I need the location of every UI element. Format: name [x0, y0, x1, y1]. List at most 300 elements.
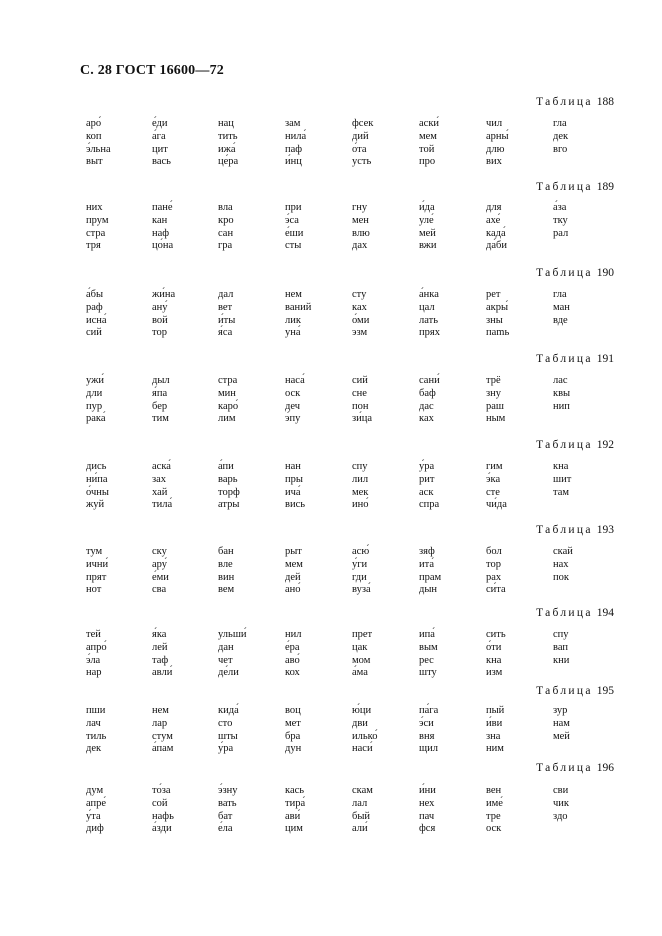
syllable-item: вой [152, 314, 168, 326]
syllable-column [486, 629, 506, 680]
syllable-item: для [486, 202, 502, 213]
syllable-item: дли [86, 387, 103, 399]
syllable-item: це́ра [218, 156, 239, 168]
syllable-item: аск [419, 486, 434, 498]
syllable-item: ваний [285, 301, 312, 313]
syllable-column [352, 629, 372, 680]
syllable-item: каро́ [218, 400, 239, 412]
syllable-item: шту [419, 667, 437, 679]
syllable-column [152, 289, 175, 340]
syllable-item: щил [419, 743, 438, 755]
syllable-column [218, 375, 238, 426]
syllable-column [152, 705, 173, 756]
syllable-item: я́па [152, 387, 168, 399]
syllable-item: там [553, 486, 570, 498]
syllable-item: мин [218, 387, 236, 399]
syllable-item: ипа́ [419, 629, 435, 640]
syllable-item: у́ра [218, 743, 234, 755]
syllable-item: сту [352, 289, 367, 300]
syllable-item: кро [218, 214, 234, 226]
syllable-item: и́нц [285, 156, 302, 168]
syllable-item: дись [86, 461, 107, 472]
syllable-item: кида́ [218, 705, 239, 716]
syllable-item: пур [86, 400, 103, 412]
syllable-item: ках [352, 301, 367, 313]
syllable-column [419, 202, 437, 253]
syllable-item: дах [352, 240, 368, 252]
syllable-item: то́за [152, 785, 171, 796]
syllable-column [486, 461, 507, 512]
syllable-item: бат [218, 810, 233, 822]
syllable-item: дий [352, 130, 369, 142]
syllable-item: стра [86, 227, 106, 239]
syllable-item: дас [419, 400, 434, 412]
syllable-column [285, 705, 301, 756]
syllable-column [285, 629, 301, 680]
syllable-item: я́ка [152, 629, 167, 640]
syllable-item: ита́ [419, 558, 434, 570]
syllable-item: рака́ [86, 413, 106, 425]
syllable-item: при [285, 202, 302, 213]
syllable-item: акры́ [486, 301, 509, 313]
syllable-item: прам [419, 571, 442, 583]
syllable-item: э́ка [486, 473, 501, 485]
table-caption-word: Таблица [536, 267, 593, 279]
syllable-item: вап [553, 641, 568, 653]
syllable-item: э́ла [86, 654, 101, 666]
syllable-item: оск [285, 387, 301, 399]
table-number: 193 [596, 524, 614, 536]
syllable-item: деч [285, 400, 301, 412]
syllable-item: лар [152, 717, 168, 729]
syllable-item: э́льна [86, 143, 111, 155]
syllable-item: воц [285, 705, 301, 716]
syllable-item: а́за [553, 202, 567, 213]
syllable-item: спу [553, 629, 569, 640]
syllable-item: квы [553, 387, 571, 399]
syllable-item: дун [285, 743, 302, 755]
syllable-item: мет [285, 717, 301, 729]
syllable-item: вым [419, 641, 438, 653]
syllable-item: рал [553, 227, 569, 239]
syllable-item: вле [218, 558, 233, 570]
syllable-column [486, 118, 509, 169]
syllable-item: скай [553, 546, 573, 557]
syllable-item: тор [152, 327, 167, 339]
syllable-column [553, 118, 568, 156]
syllable-item: мек [352, 486, 369, 498]
syllable-item: ави́ [285, 810, 301, 822]
syllable-item: сани́ [419, 375, 440, 386]
syllable-item: апре́ [86, 797, 107, 809]
syllable-item: де́ли [218, 667, 239, 679]
table-number: 194 [596, 607, 614, 619]
syllable-item: вде [553, 314, 568, 326]
table-number: 191 [596, 353, 614, 365]
syllable-item: тила́ [152, 499, 173, 511]
syllable-item: прях [419, 327, 440, 339]
syllable-column [419, 629, 438, 680]
syllable-item: ску [152, 546, 167, 557]
syllable-item: изм [486, 667, 503, 679]
syllable-item: лас [553, 375, 568, 386]
syllable-item: сий [352, 375, 368, 386]
syllable-item: тря [86, 240, 101, 252]
syllable-item: вен [486, 785, 502, 796]
syllable-item: лать [419, 314, 439, 326]
syllable-column [285, 461, 305, 512]
syllable-item: у́та [86, 810, 101, 822]
syllable-column [419, 546, 441, 597]
syllable-item: усть [352, 156, 372, 168]
syllable-item: гди [352, 571, 367, 583]
syllable-item: наси́ [352, 743, 373, 755]
table-caption [536, 762, 614, 774]
syllable-column [86, 705, 106, 756]
syllable-item: ужи́ [86, 375, 104, 386]
syllable-item: нан [285, 461, 301, 472]
syllable-item: када́ [486, 227, 506, 239]
syllable-item: а́га [152, 130, 166, 142]
syllable-column [352, 546, 371, 597]
syllable-item: и́ты [218, 314, 236, 326]
syllable-item: кась [285, 785, 305, 796]
syllable-item: атры [218, 499, 240, 511]
syllable-item: той [419, 143, 435, 155]
syllable-column [553, 375, 570, 413]
syllable-item: кни [553, 654, 570, 666]
syllable-item: тку [553, 214, 568, 226]
table-number: 195 [596, 685, 614, 697]
syllable-item: эзм [352, 327, 368, 339]
syllable-item: илько́ [352, 730, 378, 742]
syllable-item: зяф [419, 546, 435, 557]
syllable-item: тре [486, 810, 501, 822]
syllable-item: аски́ [419, 118, 440, 129]
syllable-item: сва [152, 584, 167, 596]
syllable-item: ични́ [86, 558, 109, 570]
syllable-item: сты [285, 240, 302, 252]
syllable-column [218, 629, 247, 680]
syllable-item: си́та [486, 584, 506, 596]
syllable-item: тор [486, 558, 501, 570]
syllable-item: пры [285, 473, 303, 485]
syllable-item: гла [553, 289, 567, 300]
syllable-item: зах [152, 473, 167, 485]
syllable-item: нех [419, 797, 435, 809]
syllable-column [218, 118, 238, 169]
syllable-column [152, 461, 172, 512]
syllable-item: уна́ [285, 327, 301, 339]
syllable-item: сой [152, 797, 168, 809]
syllable-column [152, 546, 169, 597]
table-number: 188 [596, 96, 614, 108]
syllable-column [419, 785, 436, 836]
syllable-item: арны́ [486, 130, 509, 142]
syllable-item: цит [152, 143, 168, 155]
syllable-item: гну [352, 202, 368, 213]
syllable-item: лей [152, 641, 168, 653]
syllable-column [553, 289, 570, 327]
syllable-item: вись [285, 499, 306, 511]
syllable-item: мен [352, 214, 369, 226]
syllable-column [218, 546, 234, 597]
syllable-column [152, 202, 173, 253]
syllable-column [285, 202, 303, 253]
syllable-item: е́ра [285, 641, 300, 653]
syllable-item: жуй [86, 499, 105, 511]
syllable-item: у́ги [352, 558, 368, 570]
syllable-column [486, 375, 505, 426]
syllable-item: лал [352, 797, 368, 809]
syllable-item: тить [218, 130, 238, 142]
syllable-item: наса́ [285, 375, 305, 386]
syllable-item: сий [86, 327, 102, 339]
syllable-item: ижа́ [218, 143, 236, 155]
syllable-item: асю́ [352, 546, 370, 557]
syllable-column [152, 118, 171, 169]
syllable-item: нил [285, 629, 302, 640]
syllable-item: бер [152, 400, 168, 412]
table-caption [536, 607, 614, 619]
syllable-item: диф [86, 823, 104, 835]
syllable-column [152, 785, 174, 836]
syllable-item: у́ра [419, 461, 435, 472]
syllable-item: дан [218, 641, 234, 653]
table-caption-word: Таблица [536, 762, 593, 774]
syllable-item: прет [352, 629, 373, 640]
syllable-column [486, 202, 507, 253]
syllable-item: дек [553, 130, 569, 142]
syllable-item: ару́ [152, 558, 168, 570]
syllable-item: спра [419, 499, 440, 511]
syllable-item: о́та [352, 143, 367, 155]
syllable-item: э́зну [218, 785, 238, 796]
syllable-column [486, 705, 504, 756]
syllable-column [419, 289, 440, 340]
syllable-column [352, 375, 372, 426]
syllable-item: дыл [152, 375, 170, 386]
syllable-item: я́са [218, 327, 233, 339]
table-caption-word: Таблица [536, 181, 593, 193]
syllable-column [86, 375, 106, 426]
syllable-item: нем [285, 289, 302, 300]
syllable-item: э́пу [285, 413, 301, 425]
syllable-item: нац [218, 118, 234, 129]
syllable-item: наф [152, 227, 170, 239]
syllable-item: аво́ [285, 654, 300, 666]
syllable-item: вуза́ [352, 584, 371, 596]
syllable-item: спу [352, 461, 368, 472]
syllable-item: раф [86, 301, 103, 313]
syllable-item: сви [553, 785, 569, 796]
page-header: С. 28 ГОСТ 16600—72 [80, 63, 224, 78]
syllable-item: дын [419, 584, 438, 596]
syllable-item: о́чны [86, 486, 109, 498]
syllable-item: мей [419, 227, 436, 239]
syllable-item: шит [553, 473, 572, 485]
syllable-item: пон [352, 400, 369, 412]
syllable-item: нила́ [285, 130, 307, 142]
syllable-item: тиль [86, 730, 107, 742]
syllable-item: рыт [285, 546, 302, 557]
table-caption [536, 524, 614, 536]
syllable-item: зна [486, 730, 501, 742]
syllable-item: тим [152, 413, 169, 425]
syllable-item: сте [486, 486, 500, 498]
syllable-item: э́са [285, 214, 299, 226]
syllable-item: тум [86, 546, 103, 557]
syllable-item: прят [86, 571, 107, 583]
syllable-item: цим [285, 823, 303, 835]
syllable-item: цо́на [152, 240, 174, 252]
syllable-item: па́га [419, 705, 439, 716]
syllable-item: рах [486, 571, 502, 583]
syllable-item: пок [553, 571, 569, 583]
syllable-column [553, 546, 573, 584]
syllable-item: пamь [486, 327, 510, 339]
table-number: 190 [596, 267, 614, 279]
syllable-column [285, 546, 303, 597]
syllable-item: бра [285, 730, 301, 742]
syllable-item: мей [553, 730, 570, 742]
syllable-column [218, 705, 239, 756]
syllable-item: вет [218, 301, 233, 313]
syllable-item: дум [86, 785, 104, 796]
syllable-item: е́ди [152, 118, 168, 129]
syllable-item: рит [419, 473, 435, 485]
syllable-column [352, 202, 370, 253]
syllable-item: рес [419, 654, 434, 666]
syllable-item: ульши́ [218, 629, 247, 640]
syllable-item: скам [352, 785, 373, 796]
syllable-item: таф [152, 654, 169, 666]
syllable-item: сан [218, 227, 234, 239]
table-number: 189 [596, 181, 614, 193]
syllable-item: вем [218, 584, 235, 596]
syllable-column [352, 289, 369, 340]
syllable-column [553, 202, 568, 240]
syllable-item: е́ла [218, 823, 233, 835]
syllable-column [86, 118, 111, 169]
table-caption-word: Таблица [536, 685, 593, 697]
syllable-item: торф [218, 486, 240, 498]
syllable-item: али́ [352, 823, 368, 835]
syllable-item: пый [486, 705, 505, 716]
table-caption [536, 267, 614, 279]
syllable-column [285, 289, 311, 340]
syllable-column [352, 785, 373, 836]
syllable-item: и́ни [419, 785, 436, 796]
syllable-item: пши [86, 705, 106, 716]
table-caption-word: Таблица [536, 353, 593, 365]
syllable-item: пане́ [152, 202, 173, 213]
syllable-item: апро́ [86, 641, 107, 653]
syllable-column [86, 546, 108, 597]
syllable-item: бол [486, 546, 502, 557]
syllable-item: тей [86, 629, 101, 640]
syllable-column [486, 546, 506, 597]
syllable-column [553, 461, 571, 499]
syllable-item: нам [553, 717, 570, 729]
syllable-column [486, 785, 503, 836]
syllable-item: длю [486, 143, 505, 155]
syllable-column [419, 375, 440, 426]
syllable-column [218, 785, 238, 836]
syllable-item: вать [218, 797, 237, 809]
syllable-item: тира́ [285, 797, 306, 809]
syllable-item: ино́ [352, 499, 369, 511]
syllable-item: о́ми [352, 314, 370, 326]
syllable-item: ано́ [285, 584, 301, 596]
syllable-item: мом [352, 654, 371, 666]
table-caption-word: Таблица [536, 96, 593, 108]
syllable-item: ман [553, 301, 570, 313]
syllable-item: чет [218, 654, 233, 666]
syllable-item: э́си [419, 717, 434, 729]
syllable-item: трё [486, 375, 501, 386]
syllable-item: а́пам [152, 743, 174, 755]
syllable-column [553, 705, 570, 743]
syllable-item: вжи [419, 240, 437, 252]
syllable-item: раш [486, 400, 504, 412]
syllable-item: вла [218, 202, 233, 213]
syllable-column [86, 202, 109, 253]
syllable-item: зну [486, 387, 502, 399]
syllable-column [86, 785, 106, 836]
syllable-item: чик [553, 797, 570, 809]
syllable-item: исна́ [86, 314, 107, 326]
syllable-item: е́ши [285, 227, 304, 239]
syllable-item: ану́ [152, 301, 168, 313]
syllable-item: дек [86, 743, 102, 755]
syllable-item: шты [218, 730, 238, 742]
syllable-item: баф [419, 387, 436, 399]
syllable-item: вин [218, 571, 235, 583]
syllable-item: и́ви [486, 717, 503, 729]
table-caption [536, 685, 614, 697]
syllable-item: кан [152, 214, 168, 226]
syllable-column [86, 289, 107, 340]
table-caption [536, 96, 614, 108]
syllable-item: сить [486, 629, 506, 640]
syllable-column [553, 629, 569, 667]
table-caption-word: Таблица [536, 607, 593, 619]
syllable-item: ним [486, 743, 504, 755]
table-caption [536, 181, 614, 193]
syllable-item: а́пи [218, 461, 234, 472]
syllable-item: уле́ [419, 214, 434, 226]
syllable-item: про [419, 156, 436, 168]
syllable-item: авли́ [152, 667, 173, 679]
syllable-item: чи́да [486, 499, 507, 511]
syllable-item: варь [218, 473, 238, 485]
syllable-item: сне [352, 387, 367, 399]
syllable-item: мем [419, 130, 437, 142]
syllable-item: коп [86, 130, 102, 142]
syllable-item: ным [486, 413, 506, 425]
syllable-item: лил [352, 473, 369, 485]
syllable-item: име́ [486, 797, 503, 809]
syllable-column [285, 118, 306, 169]
syllable-item: да́би [486, 240, 507, 252]
syllable-item: бан [218, 546, 234, 557]
syllable-item: а́ма [352, 667, 368, 679]
syllable-item: гра [218, 240, 233, 252]
syllable-item: бый [352, 810, 371, 822]
syllable-item: дви [352, 717, 368, 729]
syllable-item: лим [218, 413, 236, 425]
